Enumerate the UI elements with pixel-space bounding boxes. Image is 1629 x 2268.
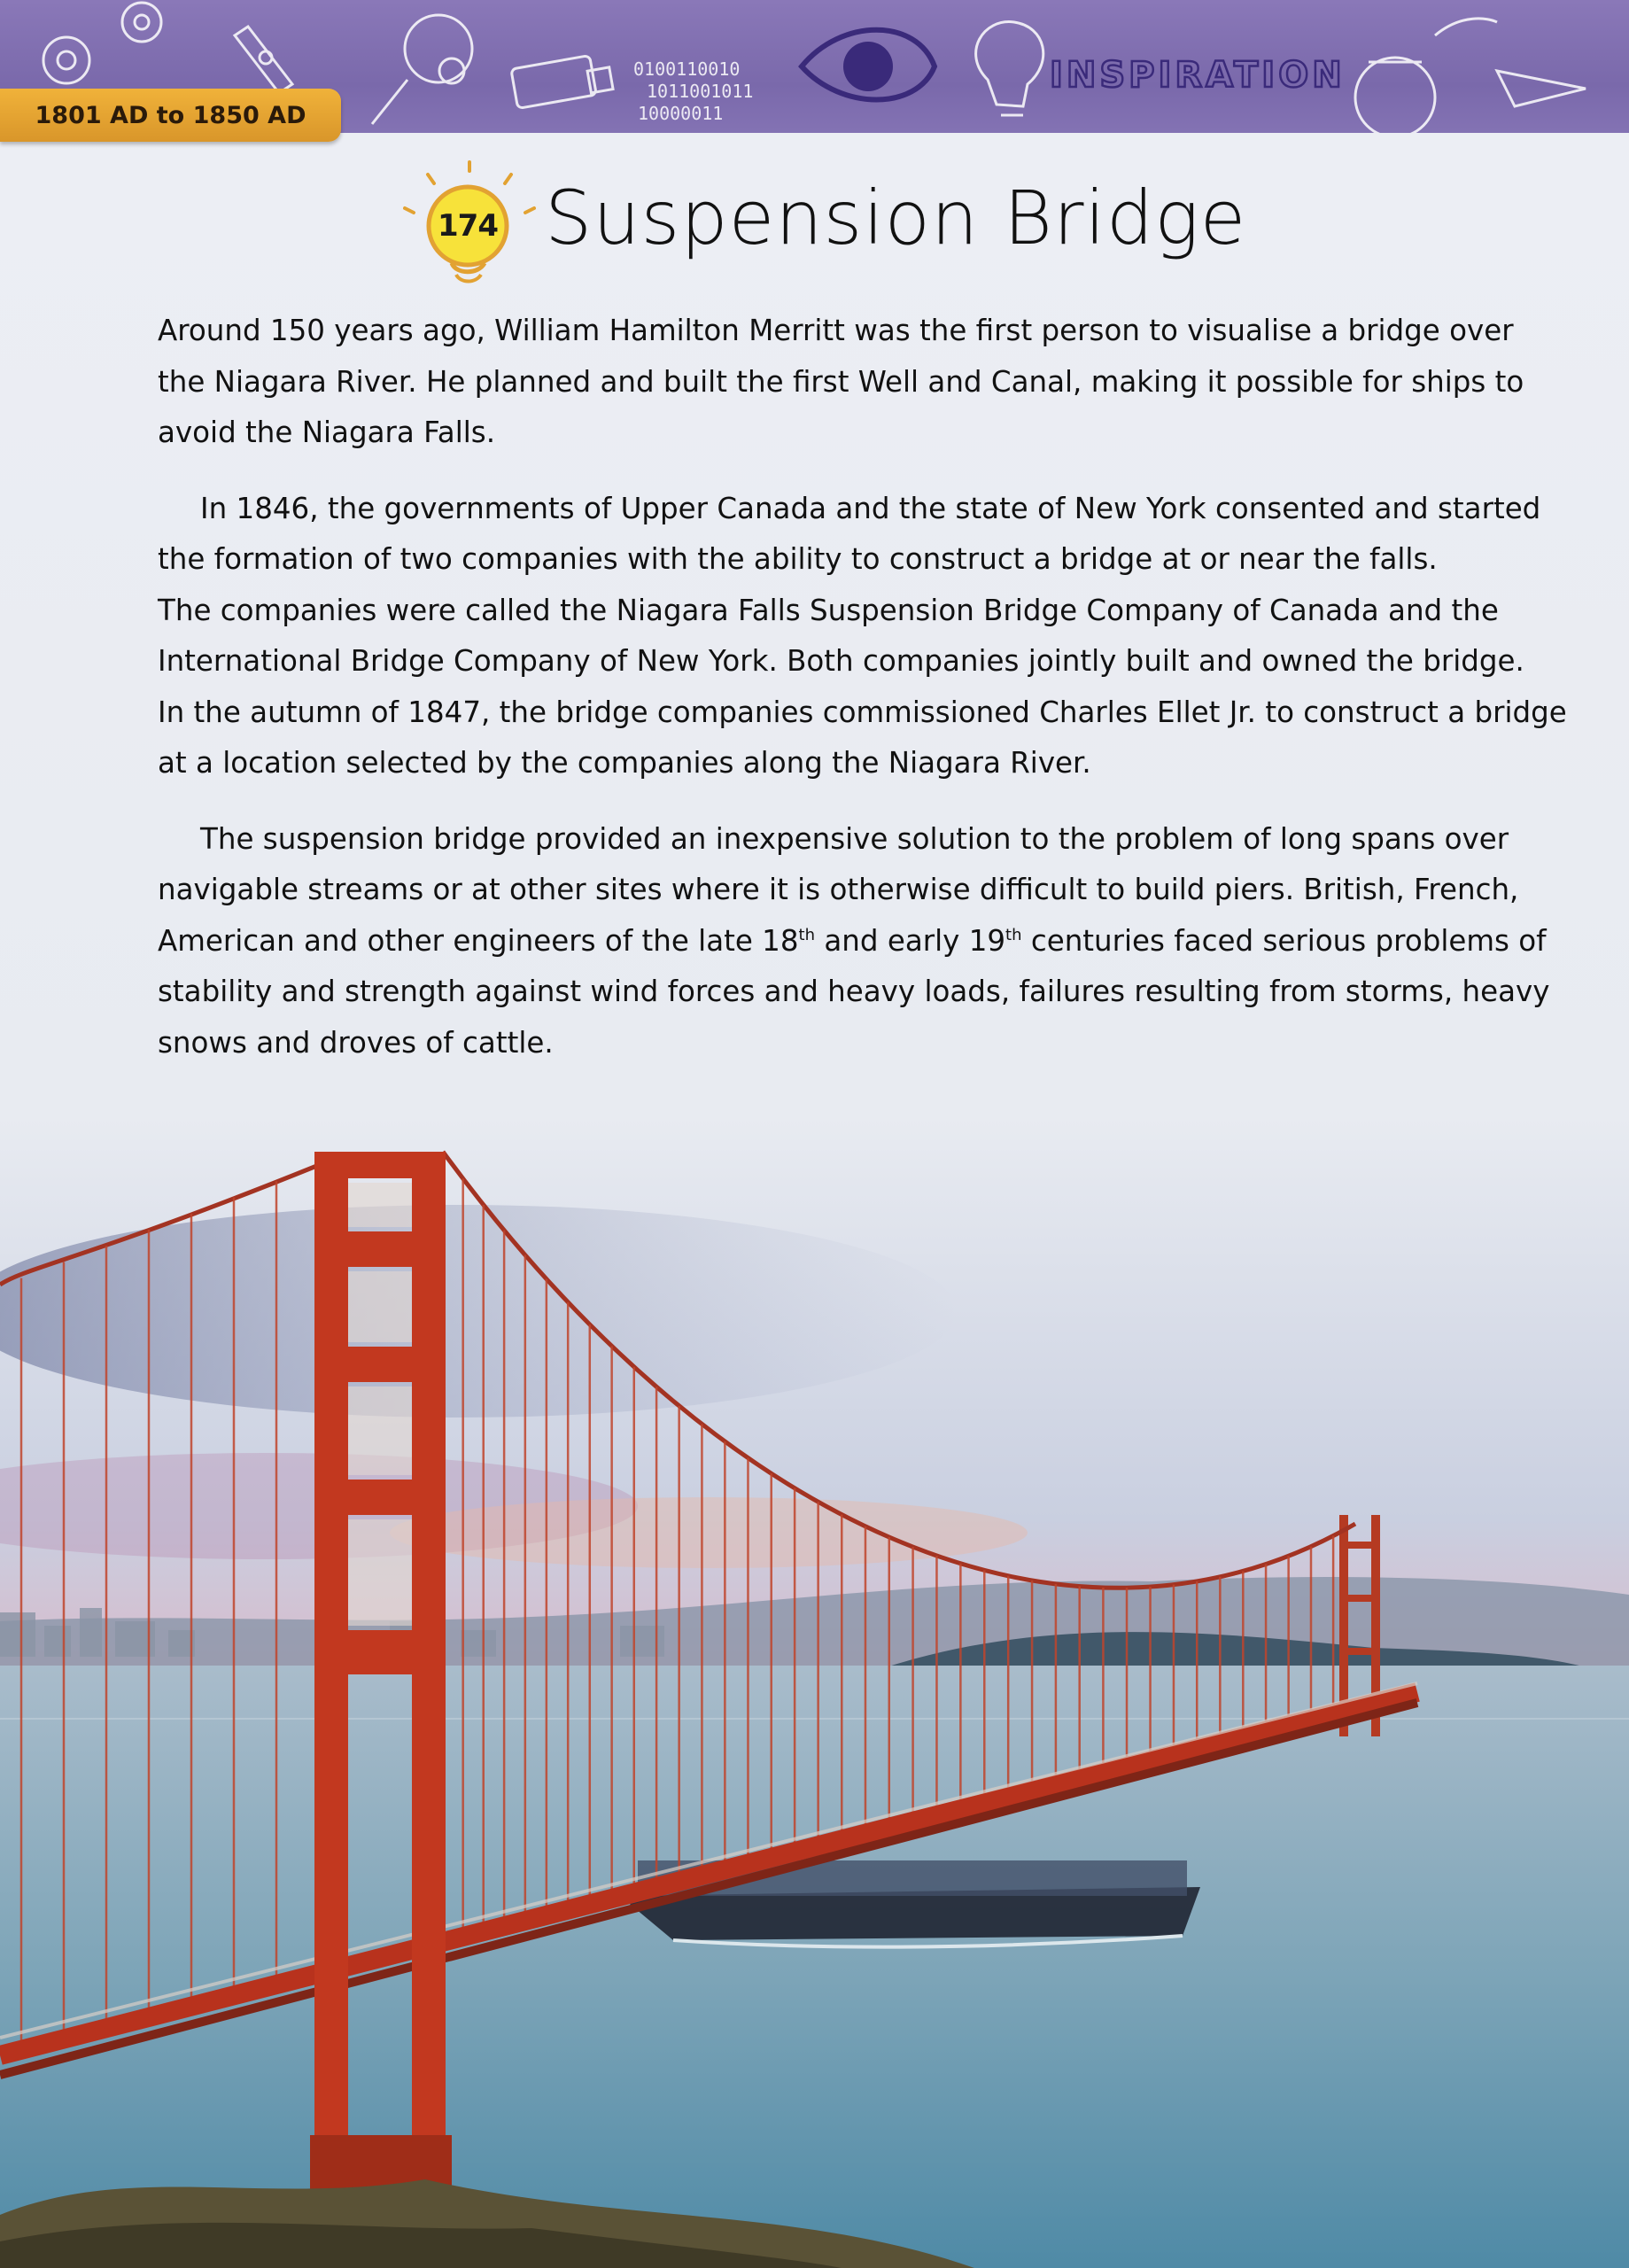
text-line: the Niagara River. He planned and built the first Well and Canal, making it possible for ships to	[158, 364, 1524, 399]
paragraph-2	[158, 484, 1567, 789]
svg-text:1011001011: 1011001011	[647, 81, 754, 102]
rocket-icon	[235, 27, 292, 93]
text-line: Around 150 years ago, William Hamilton Merritt was the first person to visualise a bridge over	[158, 314, 1514, 347]
fishbowl-icon	[1355, 58, 1435, 137]
title-block	[403, 155, 1289, 297]
magnifier-icon	[372, 15, 472, 124]
paragraph-1	[158, 306, 1524, 459]
text-line: In the autumn of 1847, the bridge companies commissioned Charles Ellet Jr. to construct a bridge	[158, 695, 1567, 729]
paragraph-3	[158, 814, 1550, 1069]
text-line: In 1846, the governments of Upper Canada and the state of New York consented and started	[200, 491, 1541, 525]
lightbulb-doodle-icon	[976, 22, 1043, 115]
text-line: the formation of two companies with the ability to construct a bridge at or near the falls.	[158, 542, 1438, 576]
text-line: The suspension bridge provided an inexpensive solution to the problem of long spans over	[200, 821, 1509, 856]
svg-text:0100110010: 0100110010	[633, 58, 741, 80]
text-fragment: American and other engineers of the late 18	[158, 923, 799, 958]
text-line: avoid the Niagara Falls.	[158, 416, 496, 449]
bridge-illustration	[0, 1116, 1629, 2268]
text-fragment: centuries faced serious problems of	[1021, 923, 1547, 958]
text-line: navigable streams or at other sites where it is otherwise difficult to build piers. British, French,	[158, 873, 1519, 906]
comet-icon	[1435, 19, 1497, 35]
superscript: th	[1005, 925, 1022, 944]
eye-icon	[802, 30, 935, 100]
text-line: at a location selected by the companies along the Niagara River.	[158, 746, 1091, 780]
entry-number: 174	[438, 208, 498, 244]
text-line: snows and droves of cattle.	[158, 1025, 554, 1060]
text-fragment: and early 19	[815, 923, 1006, 958]
svg-text:10000011: 10000011	[638, 103, 724, 124]
bridge-photo	[0, 1116, 1629, 2268]
era-tab: 1801 AD to 1850 AD	[0, 89, 341, 142]
text-line: stability and strength against wind forces and heavy loads, failures resulting from storms, heavy	[158, 975, 1550, 1008]
banner-word: INSPIRATION	[1050, 55, 1346, 96]
usb-drive-icon	[511, 56, 613, 109]
text-line: The companies were called the Niagara Falls Suspension Bridge Company of Canada and the	[158, 593, 1499, 627]
page-title: Suspension Bridge	[545, 175, 1247, 261]
text-line-with-superscripts	[158, 916, 1547, 967]
superscript: th	[798, 925, 816, 944]
article-body	[158, 306, 1567, 1093]
paper-plane-icon	[1497, 71, 1586, 106]
text-line: International Bridge Company of New York. Both companies jointly built and owned the bridge.	[158, 644, 1524, 678]
gear-icon	[43, 3, 161, 83]
